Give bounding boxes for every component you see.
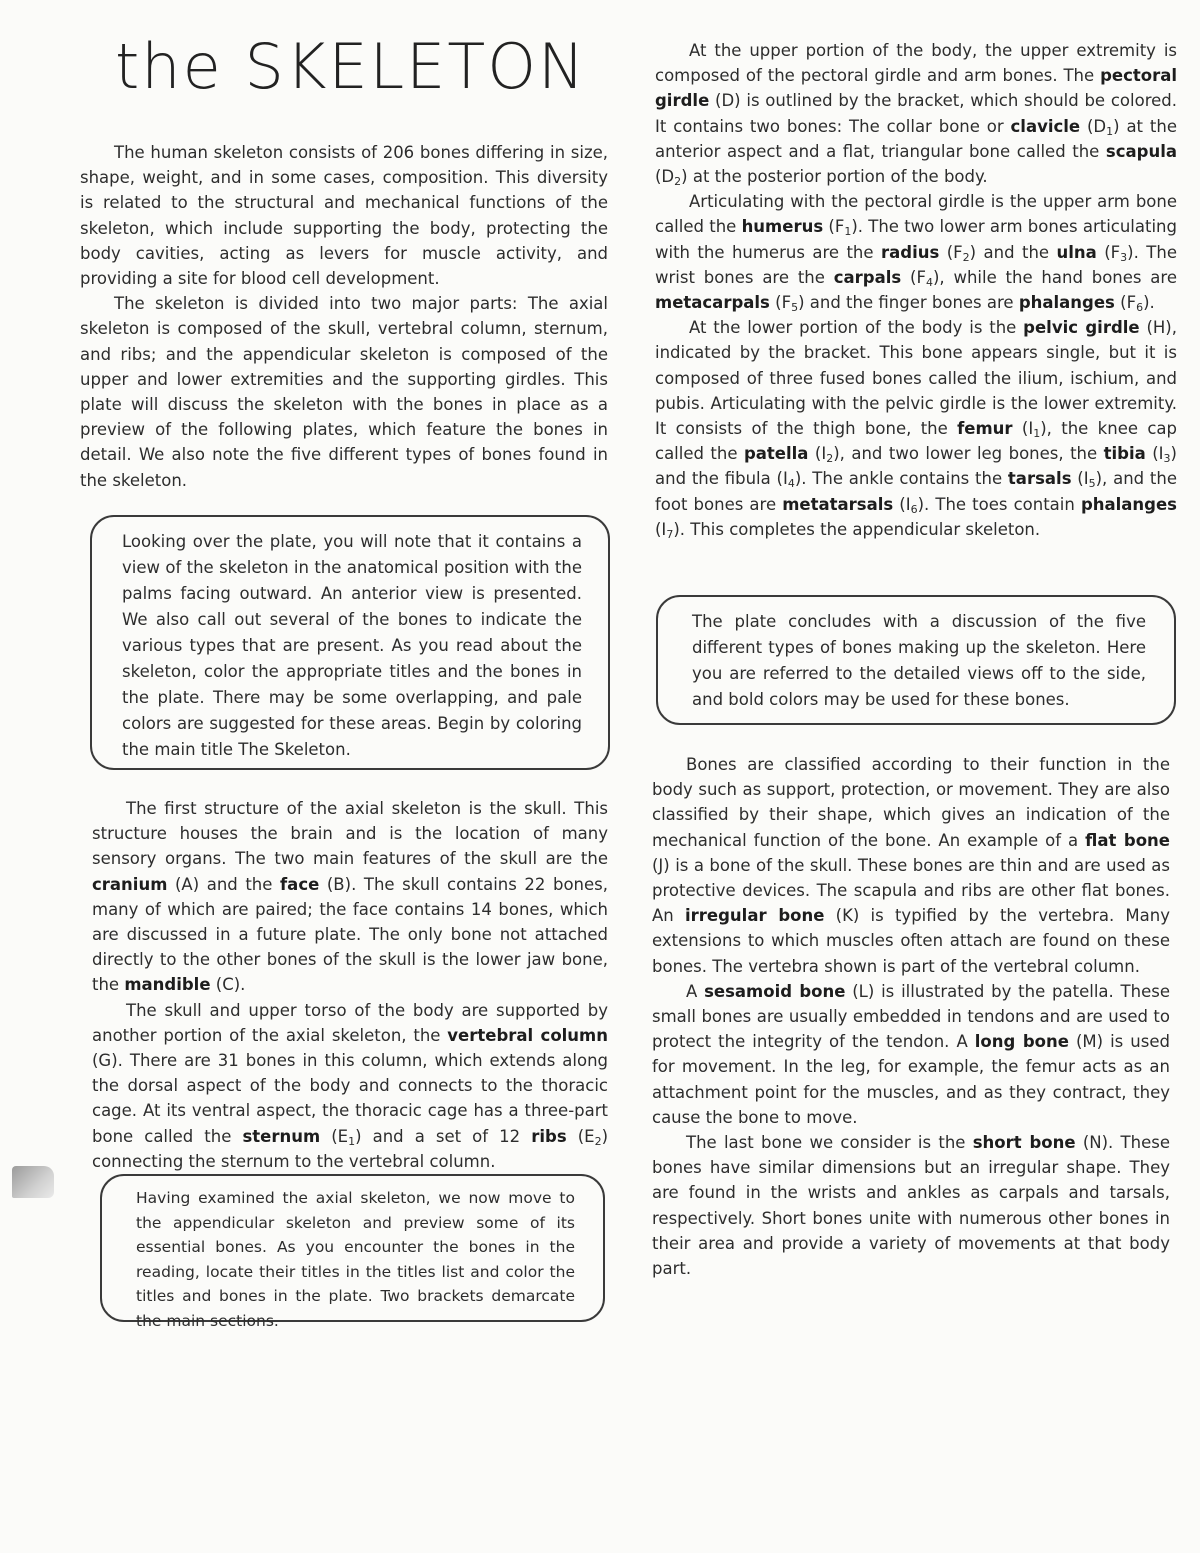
instruction-text: Having examined the axial skeleton, we now move to the appendicular skeleton and preview some of its essential bones. As you encounter the bones in the reading, locate their titles in the titles list and color the titles and bones in the plate. Two brackets demarcate the main sections. [136,1189,575,1330]
sesamoid-paragraph: A sesamoid bone (L) is illustrated by the patella. These small bones are usually embedded in tendons and are used to protect the integrity of the tendon. A long bone (M) is used for movement. In the leg, for example, the femur acts as an attachment point for the muscles, and as they contract, they cause the bone to move. [652,981,1170,1127]
intro-paragraph-2: The skeleton is divided into two major parts: The axial skeleton is composed of the skull, vertebral column, sternum, and ribs; and the appendicular skeleton is composed of the upper and lower extremities and the supporting girdles. This plate will discuss the skeleton with the bones in place as a preview of the following plates, which feature the bones in detail. We also note the five different types of bones found in the skeleton. [80,294,608,490]
torso-paragraph: The skull and upper torso of the body are supported by another portion of the axial skeleton, the vertebral column (G). There are 31 bones in this column, which extends along the dorsal aspect of the body and connects to the thoracic cage. At its ventral aspect, the thoracic cage has a three-part bone called the sternum $(E_1)$ and a set of 12 ribs $(E_2)$ connecting the sternum to the vertebral column. [92,1000,609,1171]
term-sternum: sternum [242,1126,321,1146]
term-sesamoid-bone: sesamoid bone [704,981,846,1001]
classification-paragraph: Bones are classified according to their function in the body such as support, protection, or movement. They are also classified by their shape, which gives an indication of the mechanical function of the bone. An example of a flat bone (J) is a bone of the skull. These bones are thin and are used as protective devices. The scapula and ribs are other flat bones. An irregular bone (K) is typified by the vertebra. Many extensions to which muscles often attach are found on these bones. The vertebra shown is part of the vertebral column. [652,755,1170,976]
term-long-bone: long bone [974,1032,1069,1052]
term-ulna: ulna [1056,242,1097,262]
intro-section [80,140,608,493]
intro-paragraph-1: The human skeleton consists of 206 bones differing in size, shape, weight, and in some cases, composition. This diversity is related to the structural and mechanical functions of the skeleton, which include supporting the body, protecting the body cavities, acting as levers for muscle activity, and providing a site for blood cell development. [80,143,608,289]
scan-smudge [12,1166,54,1198]
term-ribs: ribs [531,1126,567,1146]
term-vertebral-column: vertebral column [447,1025,608,1045]
term-metacarpals: metacarpals [655,293,770,313]
instruction-box-plate-overview [90,515,610,770]
term-mandible: mandible [124,975,211,995]
term-scapula: scapula [1105,141,1177,161]
appendicular-skeleton-section [655,38,1177,542]
upper-extremity-paragraph: At the upper portion of the body, the upper extremity is composed of the pectoral girdle and arm bones. The pectoral girdle (D) is outlined by the bracket, which should be colored. It contains two bones: The collar bone or clavicle $(D_1)$ at the anterior aspect and a flat, triangular bone called the scapula $(D_2)$ at the posterior portion of the body. [655,41,1177,189]
term-femur: femur [957,419,1013,439]
term-clavicle: clavicle [1010,116,1081,136]
term-carpals: carpals [833,267,902,287]
term-metatarsals: metatarsals [782,494,894,514]
term-humerus: humerus [741,217,824,237]
instruction-text: The plate concludes with a discussion of the five different types of bones making up the skeleton. Here you are referred to the detailed views off to the side, and bold colors may be used for these bones. [692,612,1146,709]
term-patella: patella [743,444,809,464]
term-pelvic-girdle: pelvic girdle [1023,318,1140,338]
short-bone-paragraph: The last bone we consider is the short bone (N). These bones have similar dimensions but an irregular shape. They are found in the wrists and ankles as carpals and tarsals, respectively. Short bones unite with numerous other bones in their area and provide a variety of movements at that body part. [652,1133,1170,1279]
axial-skeleton-section [92,796,608,1174]
page-title: the SKELETON [115,30,587,103]
lower-extremity-paragraph: At the lower portion of the body is the pelvic girdle (H), indicated by the bracket. This bone appears single, but it is composed of three fused bones called the ilium, ischium, and pubis. Articulating with the pelvic girdle is the lower extremity. It consists of the thigh bone, the femur $(I_1)$, the knee cap called the patella $(I_2)$, and two lower leg bones, the tibia $(I_3)$ and the fibula $(I_4)$. The ankle contains the tarsals $(I_5)$, and the foot bones are metatarsals $(I_6)$. The toes contain phalanges $(I_7)$. This completes the appendicular skeleton. [655,318,1177,541]
instruction-box-bone-types [656,595,1176,725]
term-tibia: tibia [1103,444,1146,464]
skull-paragraph: The first structure of the axial skeleton is the skull. This structure houses the brain and is the location of many sensory organs. The two main features of the skull are the cranium (A) and the face (B). The skull contains 22 bones, many of which are paired; the face contains 14 bones, which are discussed in a future plate. The only bone not attached directly to the other bones of the skull is the lower jaw bone, the mandible (C). [92,799,608,995]
instruction-text: Looking over the plate, you will note that it contains a view of the skeleton in the anatomical position with the palms facing outward. An anterior view is presented. We also call out several of the bones to indicate the various types that are present. As you read about the skeleton, color the appropriate titles and the bones in the plate. There may be some overlapping, and pale colors are suggested for these areas. Begin by coloring the main title The Skeleton. [122,532,582,759]
term-short-bone: short bone [972,1133,1076,1153]
term-tarsals: tarsals [1007,469,1072,489]
term-flat-bone: flat bone [1085,830,1170,850]
instruction-box-appendicular [100,1174,605,1330]
term-pectoral-girdle: pectoral girdle [655,66,1177,111]
term-phalanges-foot: phalanges [1080,494,1177,514]
arm-paragraph: Articulating with the pectoral girdle is the upper arm bone called the humerus $(F_1)$. The two lower arm bones articulating with the humerus are the radius $(F_2)$ and the ulna $(F_3)$. The wrist bones are the carpals $(F_4)$, while the hand bones are metacarpals $(F_5)$ and the finger bones are phalanges $(F_6)$. [655,192,1177,315]
term-face: face [280,874,320,894]
term-phalanges-hand: phalanges [1018,293,1115,313]
term-radius: radius [880,242,940,262]
term-cranium: cranium [92,874,168,894]
term-irregular-bone: irregular bone [684,906,825,926]
bone-classification-section [652,752,1170,1281]
